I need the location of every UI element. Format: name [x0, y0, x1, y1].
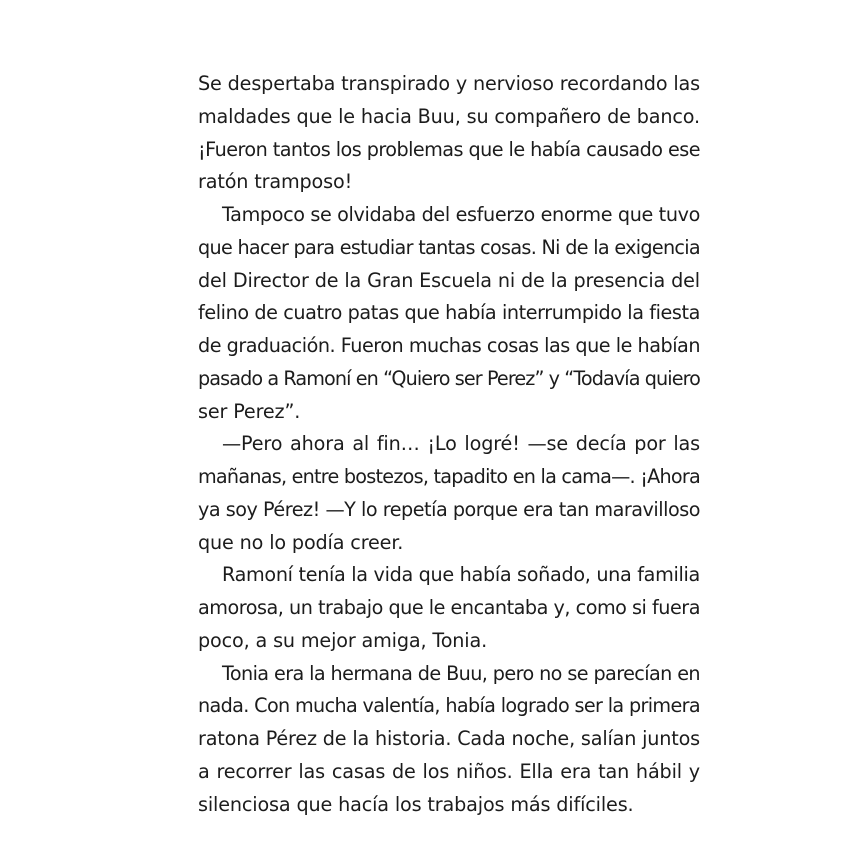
paragraph — [198, 68, 700, 199]
text-line: ratona Pérez de la historia. Cada noche, salían juntos — [198, 727, 700, 750]
text-line: mañanas, entre bostezos, tapadito en la cama—. ¡Ahora — [198, 465, 700, 488]
text-line: que no lo podía creer. — [198, 530, 404, 554]
paragraph — [198, 658, 700, 822]
text-line: ya soy Pérez! —Y lo repetía porque era tan maravilloso — [198, 497, 700, 521]
text-line: maldades que le hacia Buu, su compañero de banco. — [198, 104, 700, 128]
text-line: ¡Fueron tantos los problemas que le había causado ese — [198, 137, 700, 161]
text-line: Tampoco se olvidaba del esfuerzo enorme que tuvo — [222, 203, 700, 226]
paragraph — [198, 199, 700, 428]
text-line: poco, a su mejor amiga, Tonia. — [198, 628, 488, 652]
text-line: ratón tramposo! — [198, 170, 353, 194]
text-line: —Pero ahora al fin… ¡Lo logré! —se decía por las — [222, 432, 700, 456]
text-line: Ramoní tenía la vida que había soñado, una familia — [222, 563, 700, 587]
text-line: que hacer para estudiar tantas cosas. Ni de la exigencia — [198, 235, 700, 259]
paragraph — [198, 428, 700, 559]
text-line: pasado a Ramoní en “Quiero ser Perez” y “Todavía quiero — [198, 366, 700, 390]
text-line: silenciosa que hacía los trabajos más difíciles. — [198, 792, 634, 816]
text-line: de graduación. Fueron muchas cosas las que le habían — [198, 334, 700, 357]
text-line: Tonia era la hermana de Buu, pero no se parecían en — [222, 661, 700, 685]
book-page — [198, 68, 700, 821]
paragraph — [198, 559, 700, 657]
text-line: felino de cuatro patas que había interrumpido la fiesta — [198, 301, 700, 325]
text-line: del Director de la Gran Escuela ni de la presencia del — [198, 268, 700, 292]
text-line: ser Perez”. — [198, 399, 301, 423]
text-line: nada. Con mucha valentía, había logrado ser la primera — [198, 694, 700, 718]
text-line: a recorrer las casas de los niños. Ella era tan hábil y — [198, 759, 700, 783]
text-line: Se despertaba transpirado y nervioso recordando las — [198, 72, 700, 95]
text-line: amorosa, un trabajo que le encantaba y, como si fuera — [198, 596, 700, 619]
